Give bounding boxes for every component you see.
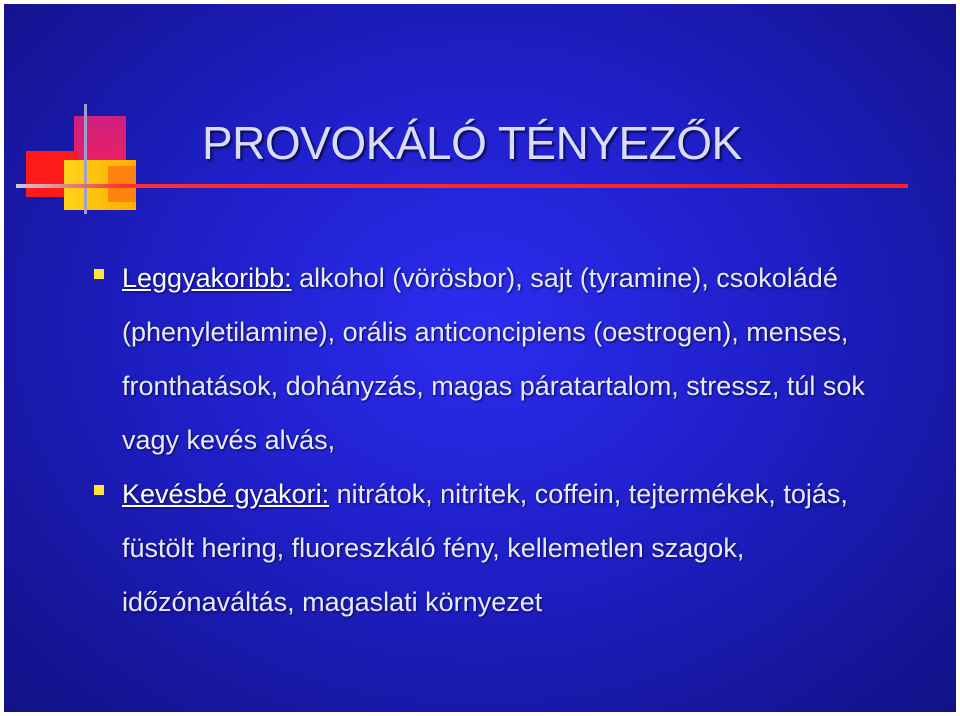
bullet-text [122, 263, 865, 455]
bullet-body: alkohol (vörösbor), sajt (tyramine), csokoládé (phenyletilamine), orális anticoncipiens (oestrogen), menses, fronthatások, dohányzás, magas páratartalom, stressz, túl sok vagy kevés alvás, [122, 263, 865, 455]
slide [4, 4, 956, 712]
bullet-square-icon [94, 485, 104, 495]
decorative-square-magenta [74, 116, 126, 160]
bullet-item-common-triggers [94, 251, 894, 467]
slide-title: PROVOKÁLÓ TÉNYEZŐK [202, 117, 742, 169]
bullet-text [122, 479, 848, 617]
title-underline-rule [16, 184, 908, 188]
bullet-lead-label: Kevésbé gyakori: [122, 479, 330, 509]
bullet-body: nitrátok, nitritek, coffein, tejtermékek, tojás, füstölt hering, fluoreszkáló fény, kellemetlen szagok, időzónaváltás, magaslati környezet [122, 479, 848, 617]
bullet-item-less-common-triggers [94, 467, 894, 629]
bullet-lead-label: Leggyakoribb: [122, 263, 292, 293]
decorative-vertical-line [84, 104, 87, 214]
bullet-square-icon [94, 269, 104, 279]
bullet-list [94, 251, 894, 629]
